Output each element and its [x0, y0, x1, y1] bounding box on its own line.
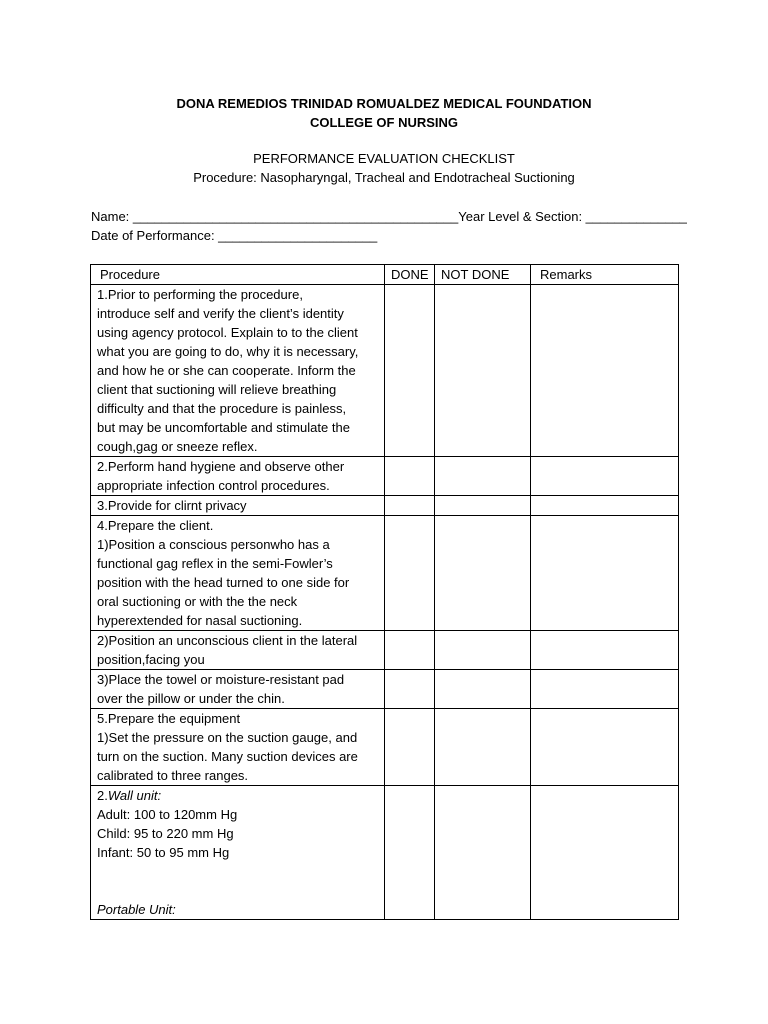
procedure-text: 5.Prepare the equipment [97, 711, 241, 726]
procedure-text: Infant: 50 to 95 mm Hg [97, 845, 230, 860]
name-section-line: Name: _____________________________________________Year Level & Section: ______________ [91, 209, 687, 224]
remarks-cell [531, 631, 679, 670]
done-cell [385, 631, 435, 670]
procedure-text: using agency protocol. Explain to to the client [97, 325, 358, 340]
not-done-cell [435, 496, 531, 516]
remarks-cell [531, 516, 679, 631]
procedure-text: oral suctioning or with the the neck [97, 594, 298, 609]
not-done-cell [435, 786, 531, 920]
remarks-cell [531, 786, 679, 920]
document-header [0, 94, 768, 187]
procedure-text: turn on the suction. Many suction devices are [97, 749, 358, 764]
table-row [91, 457, 679, 496]
not-done-cell [435, 709, 531, 786]
procedure-text [97, 786, 378, 805]
remarks-cell [531, 709, 679, 786]
procedure-text: client that suctioning will relieve breathing [97, 382, 337, 397]
college-name: COLLEGE OF NURSING [309, 115, 459, 130]
procedure-text: 4.Prepare the client. [97, 518, 214, 533]
done-cell [385, 496, 435, 516]
not-done-cell [435, 631, 531, 670]
procedure-text: 3)Place the towel or moisture-resistant pad [97, 672, 345, 687]
not-done-cell [435, 457, 531, 496]
procedure-text: 1)Set the pressure on the suction gauge, and [97, 730, 358, 745]
procedure-text: and how he or she can cooperate. Inform the [97, 363, 356, 378]
checklist-table [90, 264, 679, 920]
procedure-text: 2.Perform hand hygiene and observe other [97, 459, 345, 474]
procedure-text: position with the head turned to one side for [97, 575, 350, 590]
procedure-text: position,facing you [97, 652, 205, 667]
procedure-text: over the pillow or under the chin. [97, 691, 285, 706]
org-name: DONA REMEDIOS TRINIDAD ROMUALDEZ MEDICAL FOUNDATION [176, 96, 592, 111]
procedure-cell [91, 786, 385, 920]
step-number: 2. [97, 788, 108, 803]
remarks-cell [531, 670, 679, 709]
procedure-text: hyperextended for nasal suctioning. [97, 613, 303, 628]
document-title: PERFORMANCE EVALUATION CHECKLIST [253, 151, 515, 166]
header-procedure: Procedure [91, 265, 385, 285]
procedure-text: 1.Prior to performing the procedure, [97, 287, 303, 302]
table-row [91, 631, 679, 670]
procedure-title: Procedure: Nasopharyngal, Tracheal and Endotracheal Suctioning [193, 170, 575, 185]
header-done: DONE [385, 265, 435, 285]
not-done-cell [435, 516, 531, 631]
date-of-performance-line: Date of Performance: ______________________ [91, 228, 378, 243]
procedure-text: functional gag reflex in the semi-Fowler’s [97, 556, 333, 571]
remarks-cell [531, 285, 679, 457]
table-row [91, 670, 679, 709]
procedure-text: 1)Position a conscious personwho has a [97, 537, 330, 552]
done-cell [385, 709, 435, 786]
procedure-cell [91, 457, 385, 496]
procedure-cell [91, 670, 385, 709]
done-cell [385, 457, 435, 496]
procedure-text: calibrated to three ranges. [97, 768, 249, 783]
done-cell [385, 285, 435, 457]
procedure-cell [91, 496, 385, 516]
procedure-text: difficulty and that the procedure is painless, [97, 401, 347, 416]
table-row [91, 786, 679, 920]
procedure-text: what you are going to do, why it is necessary, [97, 344, 359, 359]
wall-unit-label: Wall unit: [107, 788, 162, 803]
remarks-cell [531, 496, 679, 516]
procedure-text: cough,gag or sneeze reflex. [97, 439, 258, 454]
procedure-text: introduce self and verify the client’s identity [97, 306, 344, 321]
done-cell [385, 670, 435, 709]
table-row [91, 516, 679, 631]
procedure-text: 2)Position an unconscious client in the lateral [97, 633, 358, 648]
table-row [91, 285, 679, 457]
done-cell [385, 786, 435, 920]
remarks-cell [531, 457, 679, 496]
not-done-cell [435, 285, 531, 457]
table-row [91, 496, 679, 516]
not-done-cell [435, 670, 531, 709]
portable-unit-label: Portable Unit: [97, 902, 176, 917]
table-row [91, 709, 679, 786]
blank-spacer [97, 862, 378, 900]
done-cell [385, 516, 435, 631]
procedure-text: Child: 95 to 220 mm Hg [97, 826, 234, 841]
procedure-cell [91, 516, 385, 631]
header-not-done: NOT DONE [435, 265, 531, 285]
procedure-text: 3.Provide for clirnt privacy [97, 498, 247, 513]
procedure-cell [91, 709, 385, 786]
procedure-text: appropriate infection control procedures. [97, 478, 330, 493]
table-header-row [91, 265, 679, 285]
student-info [91, 207, 691, 245]
header-remarks: Remarks [531, 265, 679, 285]
procedure-cell [91, 631, 385, 670]
procedure-cell [91, 285, 385, 457]
procedure-text: but may be uncomfortable and stimulate the [97, 420, 350, 435]
procedure-text: Adult: 100 to 120mm Hg [97, 807, 238, 822]
